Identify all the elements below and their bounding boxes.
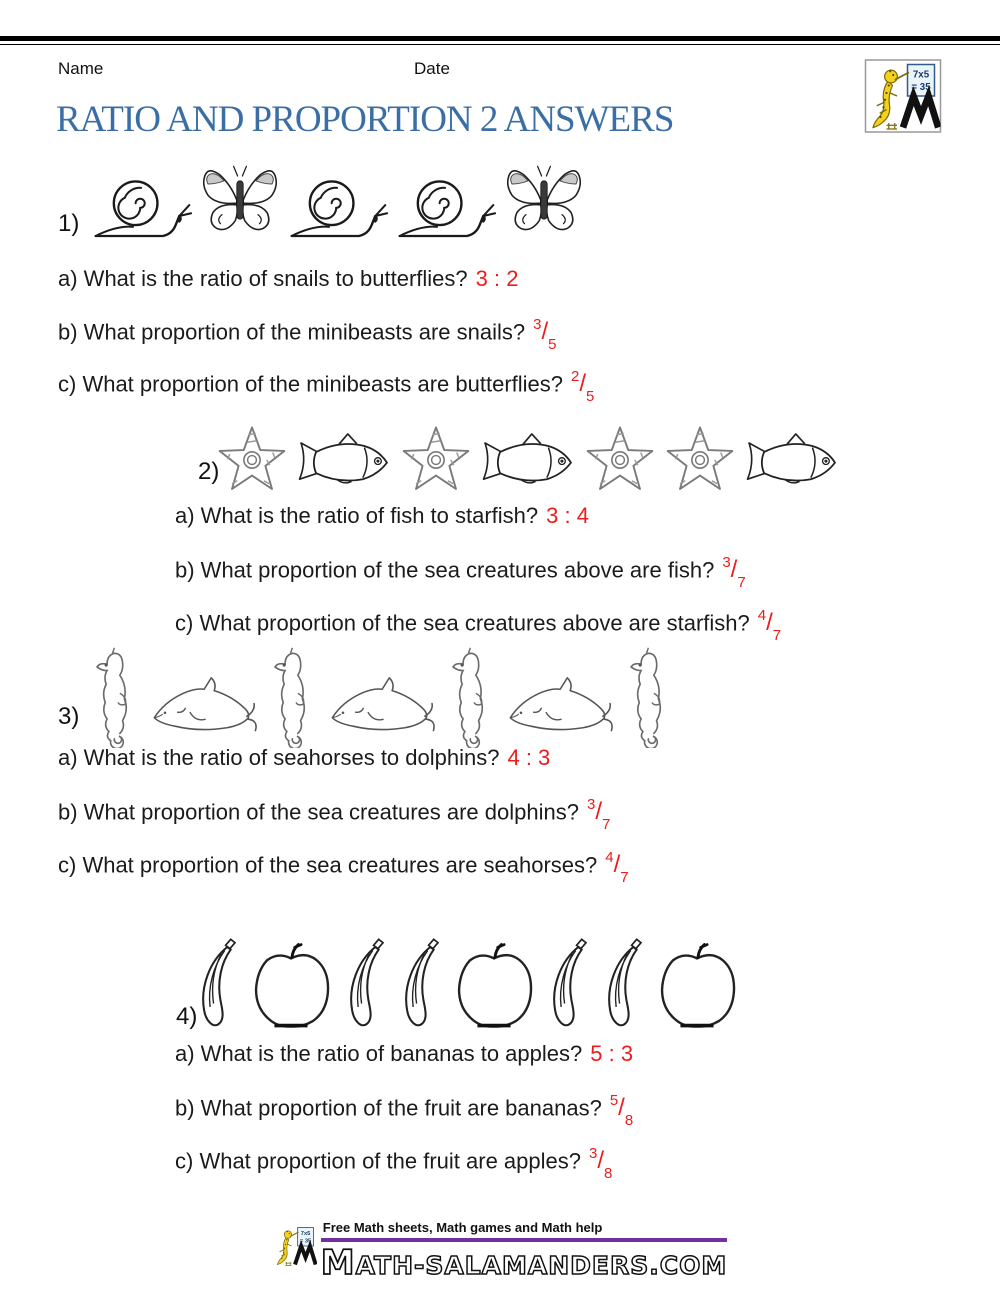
question-4a-answer: 5 : 3 bbox=[590, 1041, 634, 1066]
banana-icon bbox=[193, 932, 241, 1034]
question-4a bbox=[175, 1041, 633, 1067]
starfish-icon bbox=[215, 420, 289, 500]
question-3a bbox=[58, 745, 550, 771]
question-4c-answer: $^3/_8$ bbox=[589, 1145, 613, 1182]
question-2a bbox=[175, 503, 589, 529]
question-2b-answer: $^3/_7$ bbox=[722, 554, 746, 591]
butterfly-icon bbox=[504, 160, 584, 240]
question-2b-text: b) What proportion of the sea creatures above are fish? bbox=[175, 557, 715, 583]
dolphin-icon bbox=[328, 666, 442, 746]
banana-icon bbox=[341, 932, 389, 1034]
question-4b bbox=[175, 1092, 634, 1129]
starfish-icon bbox=[663, 420, 737, 500]
snail-icon bbox=[92, 170, 192, 242]
question-3c-text: c) What proportion of the sea creatures are seahorses? bbox=[58, 852, 598, 878]
name-label: Name bbox=[58, 59, 104, 78]
question-3-pictures bbox=[92, 646, 684, 748]
top-rule-thick bbox=[0, 36, 1000, 41]
question-2c-answer: $^4/_7$ bbox=[757, 607, 782, 644]
question-1c-text: c) What proportion of the minibeasts are butterflies? bbox=[58, 371, 564, 397]
apple-icon bbox=[451, 940, 537, 1032]
question-3a-answer: 4 : 3 bbox=[507, 745, 551, 770]
question-4c bbox=[175, 1145, 613, 1182]
question-4-pictures bbox=[193, 932, 747, 1034]
question-4c-text: c) What proportion of the fruit are apples? bbox=[175, 1148, 581, 1174]
footer-tagline: Free Math sheets, Math games and Math help bbox=[322, 1220, 603, 1235]
footer-site-initial: M bbox=[320, 1243, 356, 1283]
top-rule-thin bbox=[0, 44, 1000, 45]
footer-logo bbox=[0, 1218, 1000, 1283]
question-3b bbox=[58, 796, 611, 833]
butterfly-icon bbox=[200, 160, 280, 240]
seahorse-icon bbox=[92, 646, 144, 748]
footer-salamander-icon bbox=[273, 1220, 317, 1272]
banana-icon bbox=[544, 932, 592, 1034]
question-1c-answer: $^2/_5$ bbox=[571, 368, 595, 405]
snail-icon bbox=[288, 170, 388, 242]
question-4b-answer: $^5/_8$ bbox=[609, 1092, 634, 1129]
apple-icon bbox=[248, 940, 334, 1032]
seahorse-icon bbox=[270, 646, 322, 748]
starfish-icon bbox=[399, 420, 473, 500]
snail-icon bbox=[396, 170, 496, 242]
math-salamanders-logo-icon bbox=[864, 58, 942, 134]
question-2-number: 2) bbox=[198, 458, 220, 485]
starfish-icon bbox=[583, 420, 657, 500]
question-2a-text: a) What is the ratio of fish to starfish? bbox=[175, 503, 539, 528]
apple-icon bbox=[654, 940, 740, 1032]
footer-site-name bbox=[321, 1243, 727, 1283]
question-1-pictures bbox=[92, 160, 592, 242]
question-2b bbox=[175, 554, 746, 591]
question-1b bbox=[58, 316, 557, 353]
question-1c bbox=[58, 368, 595, 405]
question-3a-text: a) What is the ratio of seahorses to dolphins? bbox=[58, 745, 500, 770]
question-2-pictures bbox=[215, 420, 847, 500]
seahorse-icon bbox=[626, 646, 678, 748]
page-title: RATIO AND PROPORTION 2 ANSWERS bbox=[56, 99, 674, 140]
fish-icon bbox=[295, 428, 393, 498]
question-3-number: 3) bbox=[58, 703, 80, 730]
question-1a-text: a) What is the ratio of snails to butterflies? bbox=[58, 266, 468, 291]
question-2c bbox=[175, 607, 782, 644]
dolphin-icon bbox=[506, 666, 620, 746]
question-1a bbox=[58, 266, 518, 292]
seahorse-icon bbox=[448, 646, 500, 748]
date-label: Date bbox=[414, 59, 450, 78]
question-2a-answer: 3 : 4 bbox=[546, 503, 589, 528]
footer-purple-rule bbox=[321, 1238, 727, 1242]
footer-text-block bbox=[321, 1218, 727, 1283]
question-1b-answer: $^3/_5$ bbox=[533, 316, 557, 353]
question-2c-text: c) What proportion of the sea creatures above are starfish? bbox=[175, 610, 750, 636]
question-3b-text: b) What proportion of the sea creatures are dolphins? bbox=[58, 799, 579, 825]
question-1-number: 1) bbox=[58, 210, 80, 237]
dolphin-icon bbox=[150, 666, 264, 746]
question-1b-text: b) What proportion of the minibeasts are snails? bbox=[58, 319, 526, 345]
question-4b-text: b) What proportion of the fruit are bananas? bbox=[175, 1095, 602, 1121]
banana-icon bbox=[396, 932, 444, 1034]
fish-icon bbox=[743, 428, 841, 498]
question-3c bbox=[58, 849, 629, 886]
footer-site-rest: ATH-SALAMANDERS.COM bbox=[355, 1251, 728, 1280]
question-3b-answer: $^3/_7$ bbox=[586, 796, 611, 833]
fish-icon bbox=[479, 428, 577, 498]
question-4-number: 4) bbox=[176, 1003, 198, 1030]
question-3c-answer: $^4/_7$ bbox=[605, 849, 629, 886]
banana-icon bbox=[599, 932, 647, 1034]
question-4a-text: a) What is the ratio of bananas to apples? bbox=[175, 1041, 583, 1066]
question-1a-answer: 3 : 2 bbox=[475, 266, 519, 291]
